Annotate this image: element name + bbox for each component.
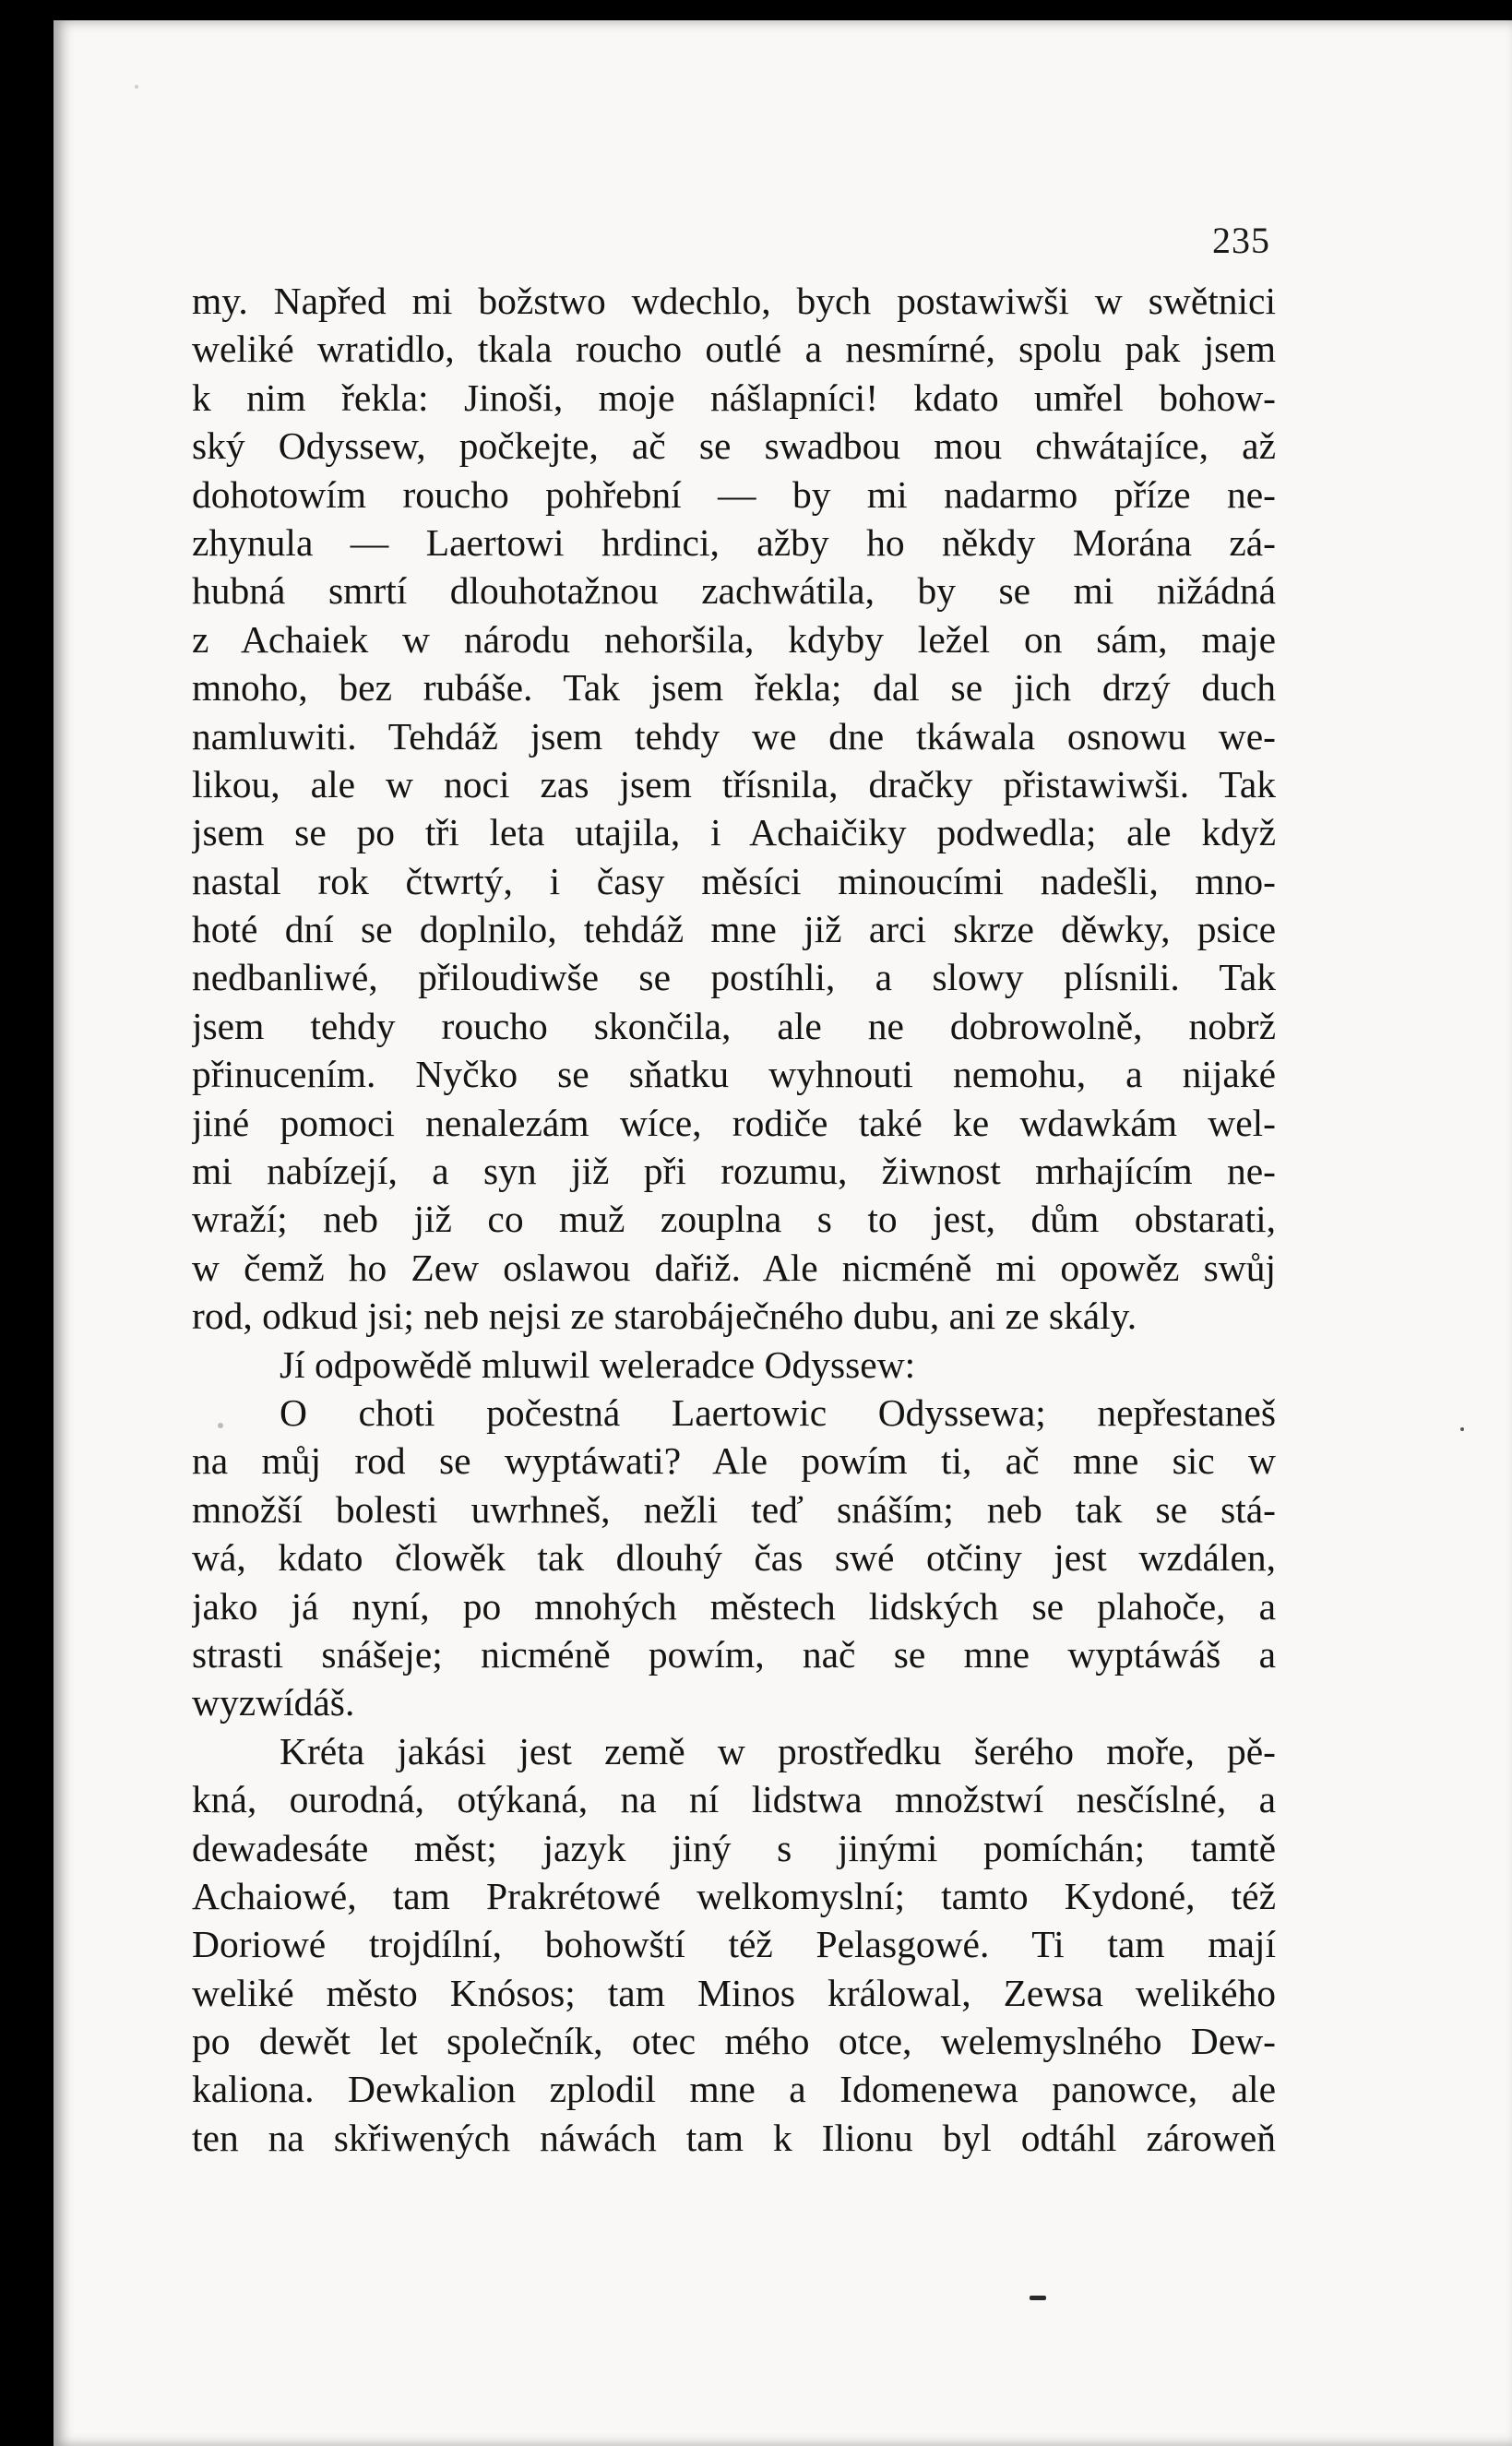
- text-line: jiné pomoci nenalezám wíce, rodiče také ke wdawkám wel-: [192, 1101, 1276, 1144]
- text-line: mnoho, bez rubáše. Tak jsem řekla; dal se jich drzý duch: [192, 666, 1276, 710]
- text-line: kná, ourodná, otýkaná, na ní lidstwa množstwí nesčíslné, a: [192, 1778, 1276, 1821]
- text-line: my. Napřed mi božstwo wdechlo, bych postawiwši w swětnici: [192, 280, 1276, 322]
- text-line: kaliona. Dewkalion zplodil mne a Idomenewa panowce, ale: [192, 2068, 1276, 2111]
- text-line: O choti počestná Laertowic Odyssewa; nepřestaneš: [280, 1390, 1276, 1434]
- text-line: dewadesáte měst; jazyk jiný s jinými pomíchán; tamtě: [192, 1826, 1276, 1869]
- text-line: nedbanliwé, přiloudiwše se postíhli, a slowy plísnili. Tak: [192, 956, 1276, 999]
- text-line: Doriowé trojdílní, bohowští též Pelasgowé. Ti tam mají: [192, 1923, 1276, 1966]
- text-line: wraží; neb již co muž zouplna s to jest, dům obstarati,: [192, 1198, 1276, 1241]
- page-number: 235: [1212, 220, 1270, 261]
- text-line: Achaiowé, tam Prakrétowé welkomyslní; tamto Kydoné, též: [192, 1874, 1276, 1917]
- text-line: likou, ale w noci zas jsem třísnila, dračky přistawiwši. Tak: [192, 762, 1276, 805]
- text-line: weliké město Knósos; tam Minos králowal, Zewsa welikého: [192, 1971, 1276, 2014]
- text-line: nastal rok čtwrtý, i časy měsíci minoucími nadešli, mno-: [192, 859, 1276, 902]
- paper-speck: [135, 85, 138, 89]
- text-line: přinucením. Nyčko se sňatku wyhnouti nemohu, a nijaké: [192, 1053, 1276, 1096]
- text-line: namluwiti. Tehdáž jsem tehdy we dne tkáwala osnowu we-: [192, 714, 1276, 758]
- text-line: wá, kdato člowěk tak dlouhý čas swé otčiny jest wzdálen,: [192, 1536, 1276, 1580]
- paper-speck: [218, 1423, 223, 1428]
- text-line: wyzwídáš.: [192, 1681, 355, 1724]
- text-line: množší bolesti uwrhneš, nežli teď snáším; neb tak se stá-: [192, 1487, 1276, 1531]
- text-line: w čemž ho Zew oslawou dařiž. Ale nicméně mi opowěz swůj: [192, 1246, 1276, 1289]
- text-line: zhynula — Laertowi hrdinci, ažby ho někdy Morána zá-: [192, 520, 1276, 564]
- text-line: rod, odkud jsi; neb nejsi ze starobáječného dubu, ani ze skály.: [192, 1295, 1137, 1338]
- text-line: weliké wratidlo, tkala roucho outlé a nesmírné, spolu pak jsem: [192, 328, 1276, 371]
- text-line: strasti snášeje; nicméně powím, nač se mne wyptáwáš a: [192, 1632, 1276, 1676]
- paper-speck: [1460, 1427, 1464, 1431]
- text-line: z Achaiek w národu nehoršila, kdyby ležel on sám, maje: [192, 617, 1276, 661]
- text-line: Jí odpowědě mluwil weleradce Odyssew:: [280, 1342, 916, 1386]
- text-line: jako já nyní, po mnohých městech lidských se plahoče, a: [192, 1584, 1276, 1628]
- decorative-dash: [1030, 2296, 1046, 2300]
- text-line: jsem se po tři leta utajila, i Achaičiky podwedla; ale když: [192, 811, 1276, 854]
- text-line: Kréta jakási jest země w prostředku šerého moře, pě-: [280, 1729, 1276, 1772]
- text-line: dohotowím roucho pohřební — by mi nadarmo příze ne-: [192, 472, 1276, 516]
- body-text: [192, 277, 1276, 2162]
- text-line: po dewět let společník, otec mého otce, welemyslného Dew-: [192, 2020, 1276, 2063]
- text-line: hoté dní se doplnilo, tehdáž mne již arci skrze děwky, psice: [192, 908, 1276, 951]
- book-page: [54, 20, 1512, 2446]
- text-line: hubná smrtí dlouhotažnou zachwátila, by se mi nižádná: [192, 569, 1276, 613]
- text-line: k nim řekla: Jinoši, moje nášlapníci! kdato umřel bohow-: [192, 376, 1276, 419]
- text-line: ský Odyssew, počkejte, ač se swadbou mou chwátajíce, až: [192, 424, 1276, 468]
- text-line: ten na skřiwených náwách tam k Ilionu byl odtáhl zároweň: [192, 2116, 1276, 2159]
- text-line: jsem tehdy roucho skončila, ale ne dobrowolně, nobrž: [192, 1004, 1276, 1047]
- text-line: mi nabízejí, a syn již při rozumu, žiwnost mrhajícím ne-: [192, 1150, 1276, 1193]
- text-line: na můj rod se wyptáwati? Ale powím ti, ač mne sic w: [192, 1439, 1276, 1483]
